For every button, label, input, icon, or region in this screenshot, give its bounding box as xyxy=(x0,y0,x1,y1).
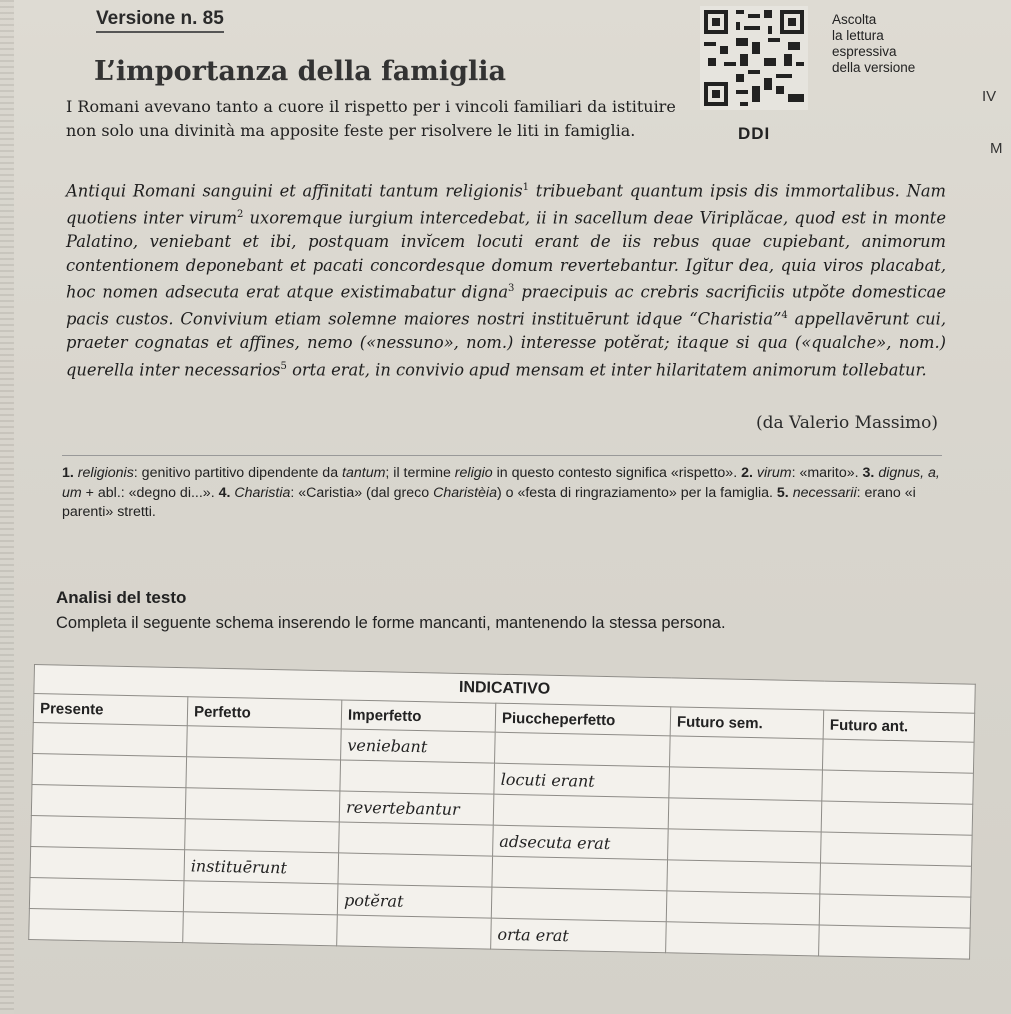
table-cell[interactable] xyxy=(668,829,822,863)
table-cell[interactable] xyxy=(821,832,973,866)
column-header: Futuro sem. xyxy=(670,707,824,739)
table-cell[interactable] xyxy=(668,798,822,832)
table-cell[interactable] xyxy=(31,815,186,849)
table-cell[interactable] xyxy=(822,739,974,773)
table-cell: revertebantur xyxy=(339,791,494,825)
footnote-ref: 2 xyxy=(237,209,244,221)
table-cell[interactable] xyxy=(495,732,671,767)
verb-table xyxy=(28,664,976,960)
table-header: INDICATIVO xyxy=(34,665,975,714)
exercise-instruction: Completa il seguente schema inserendo le forme mancanti, mantenendo la stessa persona. xyxy=(56,614,726,632)
ddi-label: DDI xyxy=(738,124,771,143)
table-cell: adsecuta erat xyxy=(493,825,669,860)
table-cell[interactable] xyxy=(821,801,973,835)
table-cell: instituērunt xyxy=(184,850,339,884)
table-cell[interactable] xyxy=(493,794,669,829)
table-cell[interactable] xyxy=(30,846,185,880)
footnote-ref: 4 xyxy=(781,310,788,322)
table-cell: locuti erant xyxy=(494,763,670,798)
table-cell[interactable] xyxy=(183,912,338,946)
column-header: Presente xyxy=(33,694,188,726)
table-cell[interactable] xyxy=(666,891,820,925)
listen-line: la lettura xyxy=(832,28,884,43)
table-cell[interactable] xyxy=(339,822,494,856)
divider xyxy=(62,455,942,456)
listen-audio-label[interactable] xyxy=(832,12,962,76)
footnotes: 1. religionis: genitivo partitivo dipendente da tantum; il termine religio in questo contesto significa «rispetto». 2. virum: «marito». 3. dignus, a, um + abl.: «degno di...». 4. Charistia: «Caristia» (dal greco Charistèia) o «festa di ringraziamento» per la famiglia. 5. necessarii: erano «i parenti» stretti. xyxy=(62,465,940,520)
table-cell[interactable] xyxy=(667,860,821,894)
table-cell[interactable] xyxy=(340,760,495,794)
table-cell[interactable] xyxy=(819,925,971,959)
listen-line: espressiva xyxy=(832,44,897,59)
table-cell[interactable] xyxy=(820,863,972,897)
footnote-ref: 1 xyxy=(522,182,530,193)
table-cell[interactable] xyxy=(669,767,823,801)
table-cell: potĕrat xyxy=(337,884,492,918)
version-number: Versione n. 85 xyxy=(96,8,224,33)
table-cell[interactable] xyxy=(822,770,974,804)
margin-mark: IV xyxy=(982,88,997,105)
table-cell[interactable] xyxy=(31,784,186,818)
table-cell[interactable] xyxy=(337,915,492,949)
table-cell[interactable] xyxy=(185,788,340,822)
table-cell[interactable] xyxy=(187,726,342,760)
table-cell[interactable] xyxy=(666,922,820,956)
table-cell: veniebant xyxy=(341,729,496,763)
table-cell[interactable] xyxy=(491,887,667,922)
intro-paragraph: I Romani avevano tanto a cuore il rispetto per i vincoli familiari da istituire non solo una divinità ma apposite feste per risolvere le liti in famiglia. xyxy=(66,97,676,140)
footnote-ref: 5 xyxy=(280,360,287,372)
column-header: Piuccheperfetto xyxy=(495,703,671,736)
column-header: Imperfetto xyxy=(341,700,496,732)
table-cell[interactable] xyxy=(29,908,184,942)
margin-mark: M xyxy=(990,140,1003,157)
footnote-ref: 3 xyxy=(508,283,515,295)
table-cell[interactable] xyxy=(819,894,971,928)
listen-line: Ascolta xyxy=(832,12,877,27)
exercise-title: Analisi del testo xyxy=(56,588,187,607)
table-cell[interactable] xyxy=(29,877,184,911)
source-citation: (da Valerio Massimo) xyxy=(756,413,939,433)
latin-text: Antiqui Romani sanguini et affinitati tantum religionis$^1$ tribuebant quantum ipsis dis immortalibus. Nam quotiens inter virum$^2$ uxoremque iurgium intercedebat, ii in sacellum deae Viriplăcae, quod est in monte Palatino, veniebant et ibi, postquam invĭcem locuti erant de iis rebus quae cupiebant, animorum contentionem deponebant et pacati concordesque domum revertebantur. Igĭtur dea, quia viros placabat, hoc nomen adsecuta erat atque existimabatur digna$^3$ praecipuis ac crebris sacrificiis utpŏte domesticae pacis custos. Convivium etiam solemne maiores nostri instituērunt idque “Charistia”$^4$ appellavērunt cui, praeter cognatas et affines, nemo («nessuno», nom.) interesse potĕrat; itaque si qua («qualche», nom.) querella inter necessarios$^5$ orta erat, in convivio apud mensam et inter hilaritatem animorum tollebatur. xyxy=(66,181,946,380)
table-cell[interactable] xyxy=(492,856,668,891)
table-cell[interactable] xyxy=(669,736,823,770)
column-header: Futuro ant. xyxy=(823,710,975,742)
table-cell[interactable] xyxy=(183,881,338,915)
binding-edge xyxy=(0,0,14,1014)
qr-code-icon xyxy=(700,6,808,110)
table-cell[interactable] xyxy=(185,819,340,853)
table-cell[interactable] xyxy=(186,757,341,791)
listen-line: della versione xyxy=(832,60,916,75)
table-cell[interactable] xyxy=(33,722,188,756)
column-header: Perfetto xyxy=(187,697,342,729)
table-cell: orta erat xyxy=(491,918,667,953)
table-cell[interactable] xyxy=(338,853,493,887)
table-cell[interactable] xyxy=(32,753,187,787)
page-title: L’importanza della famiglia xyxy=(94,56,506,87)
